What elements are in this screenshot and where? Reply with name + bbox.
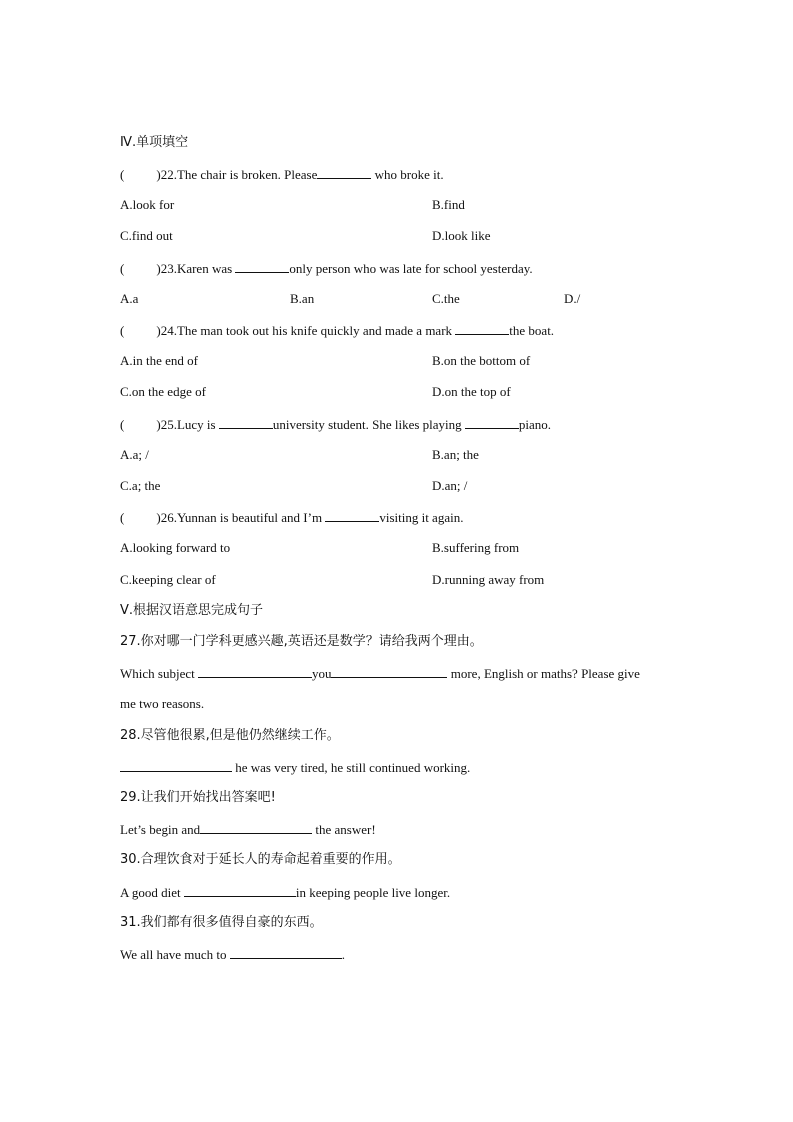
question-number: 24.: [160, 323, 177, 338]
option-c[interactable]: C.on the edge of: [120, 384, 206, 399]
question-number: 23.: [160, 261, 177, 276]
question-number: 25.: [160, 417, 177, 432]
question-text: university student. She likes playing: [272, 417, 465, 432]
option-d[interactable]: D.an; /: [432, 478, 468, 493]
sentence-text: Let’s begin and: [120, 822, 201, 837]
answer-blank[interactable]: [120, 758, 232, 772]
section-5-title: Ⅴ.根据汉语意思完成句子: [120, 603, 264, 618]
option-b[interactable]: B.suffering from: [432, 540, 520, 555]
option-c[interactable]: C.find out: [120, 228, 173, 243]
item-30-chinese: 30.合理饮食对于延长人的寿命起着重要的作用。: [120, 852, 401, 867]
sentence-text: more, English or maths? Please give: [447, 666, 640, 681]
answer-blank[interactable]: [317, 165, 371, 179]
answer-blank[interactable]: [465, 415, 519, 429]
paren-close: ): [156, 510, 161, 525]
item-31-english: [120, 945, 345, 964]
item-27-chinese: 27.你对哪一门学科更感兴趣,英语还是数学？请给我两个理由。: [120, 634, 483, 649]
answer-blank[interactable]: [331, 664, 447, 678]
option-a[interactable]: A.looking forward to: [120, 540, 231, 555]
question-text: piano.: [518, 417, 552, 432]
paren-open: (: [120, 510, 125, 525]
answer-blank[interactable]: [325, 508, 379, 522]
option-a[interactable]: A.look for: [120, 197, 175, 212]
question-text: The man took out his knife quickly and made a mark: [176, 323, 456, 338]
question-text: only person who was late for school yesterday.: [289, 261, 533, 276]
sentence-text: he was very tired, he still continued working.: [232, 760, 471, 775]
option-b[interactable]: B.an; the: [432, 447, 479, 462]
option-b[interactable]: B.an: [290, 291, 315, 306]
option-a[interactable]: A.a; /: [120, 447, 149, 462]
question-text: who broke it.: [371, 167, 444, 182]
paren-close: ): [156, 167, 161, 182]
sentence-text: .: [341, 947, 346, 962]
question-text: the boat.: [509, 323, 555, 338]
option-b[interactable]: B.find: [432, 197, 465, 212]
question-text: Karen was: [176, 261, 236, 276]
question-22: [120, 165, 444, 184]
answer-blank[interactable]: [230, 945, 342, 959]
option-d[interactable]: D.running away from: [432, 572, 545, 587]
option-c[interactable]: C.a; the: [120, 478, 161, 493]
question-number: 22.: [160, 167, 177, 182]
answer-blank[interactable]: [200, 820, 312, 834]
sentence-text: Which subject: [120, 666, 198, 681]
question-text: visiting it again.: [379, 510, 464, 525]
question-text: Yunnan is beautiful and I’m: [176, 510, 326, 525]
sentence-text: the answer!: [312, 822, 376, 837]
answer-blank[interactable]: [455, 321, 509, 335]
item-27-english: [120, 664, 640, 683]
option-a[interactable]: A.in the end of: [120, 353, 198, 368]
paren-close: ): [156, 261, 161, 276]
sentence-text: A good diet: [120, 885, 184, 900]
question-text: Lucy is: [176, 417, 219, 432]
answer-blank[interactable]: [184, 883, 296, 897]
item-28-english: [120, 758, 470, 777]
question-26: [120, 508, 463, 527]
question-23: [120, 259, 533, 278]
answer-blank[interactable]: [198, 664, 312, 678]
option-b[interactable]: B.on the bottom of: [432, 353, 531, 368]
option-c[interactable]: C.keeping clear of: [120, 572, 216, 587]
paren-open: (: [120, 417, 125, 432]
option-d[interactable]: D.on the top of: [432, 384, 511, 399]
paren-close: ): [156, 323, 161, 338]
question-25: [120, 415, 551, 434]
item-28-chinese: 28.尽管他很累,但是他仍然继续工作。: [120, 728, 340, 743]
option-d[interactable]: D./: [564, 291, 581, 306]
option-d[interactable]: D.look like: [432, 228, 491, 243]
option-a[interactable]: A.a: [120, 291, 139, 306]
question-text: The chair is broken. Please: [176, 167, 318, 182]
paren-close: ): [156, 417, 161, 432]
item-27-english-continued: me two reasons.: [120, 696, 205, 711]
section-4-title: Ⅳ.单项填空: [120, 135, 189, 150]
paren-open: (: [120, 323, 125, 338]
question-number: 26.: [160, 510, 177, 525]
answer-blank[interactable]: [235, 259, 289, 273]
answer-blank[interactable]: [219, 415, 273, 429]
sentence-text: in keeping people live longer.: [295, 885, 451, 900]
sentence-text: you: [311, 666, 332, 681]
item-31-chinese: 31.我们都有很多值得自豪的东西。: [120, 915, 323, 930]
paren-open: (: [120, 167, 125, 182]
option-c[interactable]: C.the: [432, 291, 460, 306]
sentence-text: We all have much to: [120, 947, 230, 962]
item-30-english: [120, 883, 450, 902]
question-24: [120, 321, 554, 340]
item-29-english: [120, 820, 376, 839]
paren-open: (: [120, 261, 125, 276]
item-29-chinese: 29.让我们开始找出答案吧!: [120, 790, 276, 805]
